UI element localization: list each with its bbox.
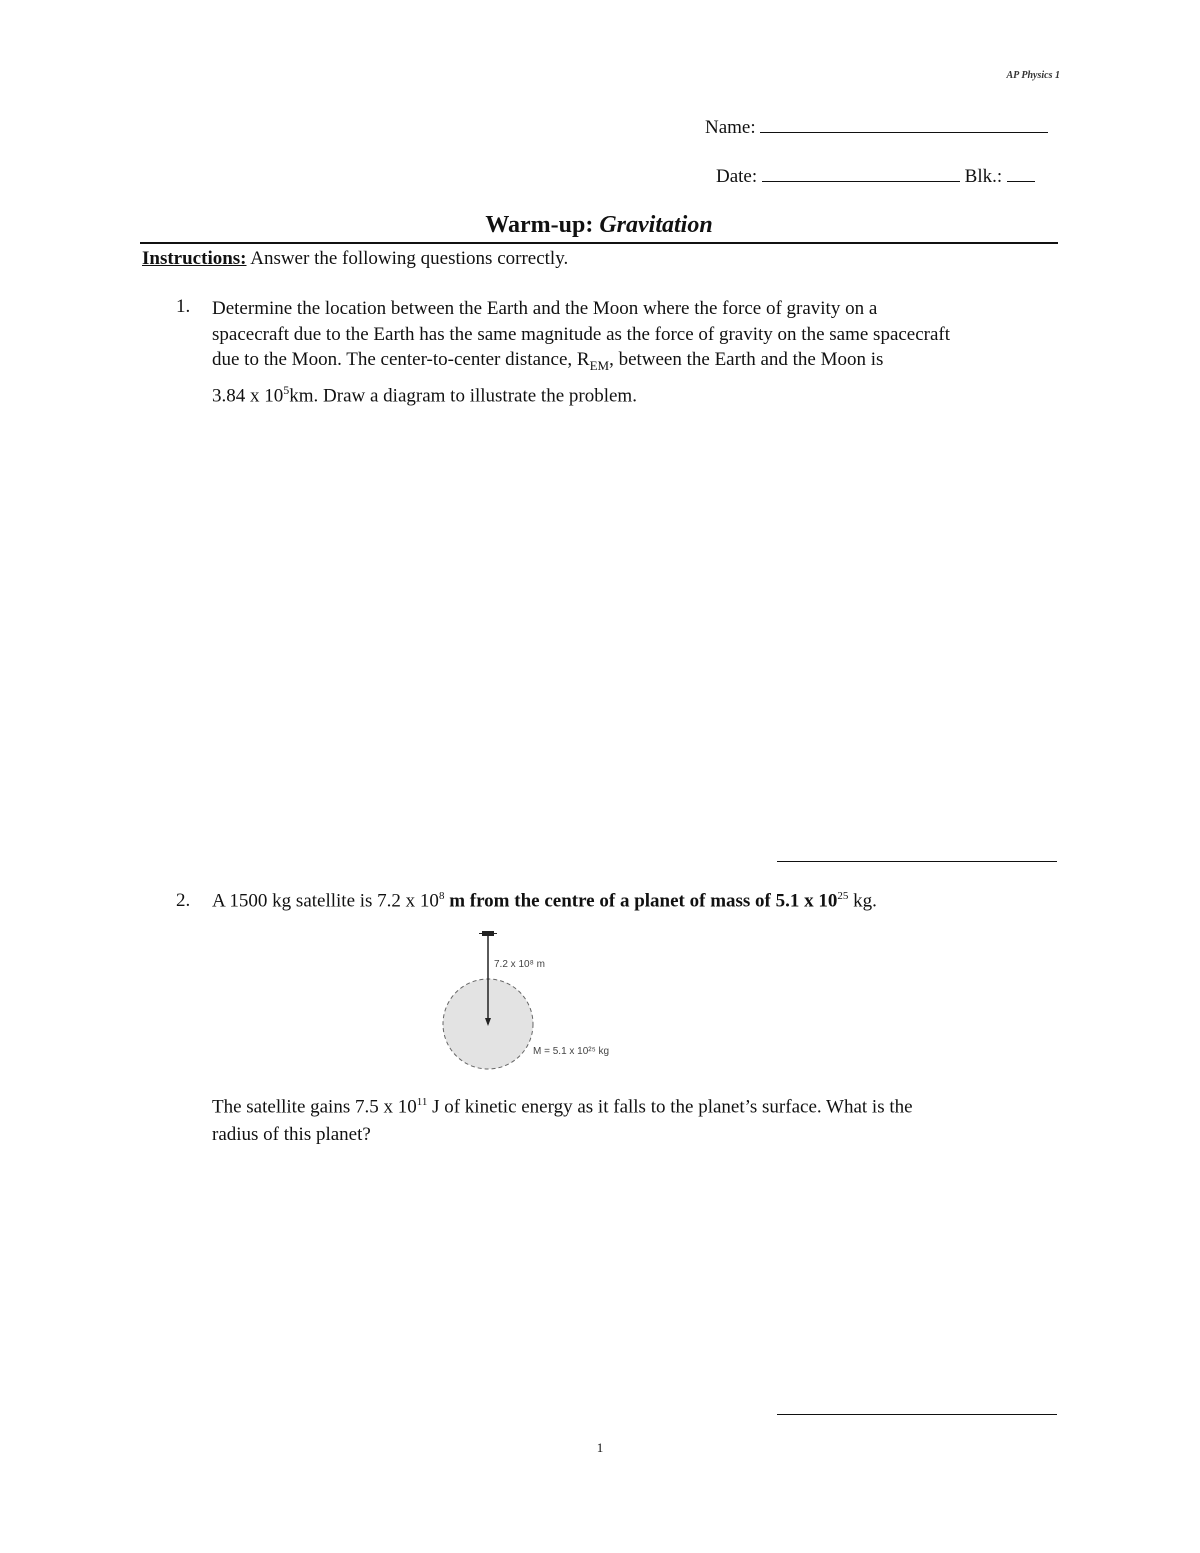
date-label: Date: (716, 166, 758, 187)
blk-label: Blk.: (964, 166, 1003, 187)
question-1-line: due to the Moon. The center-to-center distance, $R_{EM}$, between the Earth and the Moon is (212, 349, 884, 373)
answer-line-1[interactable] (777, 861, 1057, 862)
instructions-label: Instructions: (142, 248, 247, 269)
name-field (705, 114, 1048, 139)
question-2-line: radius of this planet? (212, 1124, 371, 1146)
instructions (142, 248, 568, 270)
question-2-text (212, 1088, 1032, 1149)
date-field (716, 163, 1035, 188)
mass-label: M = 5.1 x 10²⁵ kg (533, 1046, 610, 1057)
question-1-line: Determine the location between the Earth and the Moon where the force of gravity on a (212, 298, 878, 319)
answer-line-2[interactable] (777, 1414, 1057, 1415)
page-title (140, 212, 1058, 239)
title-divider (140, 242, 1058, 244)
question-2-line: The satellite gains 7.5 x $10^{11}$ J of kinetic energy as it falls to the planet’s surface. What is the (212, 1096, 913, 1118)
instructions-text: Answer the following questions correctly. (250, 248, 569, 269)
question-1-number: 1. (176, 296, 191, 317)
page-number: 1 (596, 1440, 604, 1455)
name-blank[interactable] (760, 114, 1048, 133)
question-2-intro: A 1500 kg satellite is 7.2 x $10^8$ m from the centre of a planet of mass of 5.1 x $10^{25}$ kg. (212, 890, 877, 912)
question-1-text (212, 296, 1072, 409)
question-1-line: spacecraft due to the Earth has the same magnitude as the force of gravity on the same spacecraft (212, 323, 951, 345)
title-main: Warm-up: (485, 212, 594, 238)
blk-blank[interactable] (1007, 163, 1035, 182)
distance-label: 7.2 x 10⁸ m (494, 959, 545, 970)
question-1-line: 3.84 x $10^5km$. Draw a diagram to illustrate the problem. (212, 383, 637, 407)
planet-satellite-diagram (436, 922, 636, 1072)
title-subject: Gravitation (599, 212, 713, 238)
name-label: Name: (705, 117, 756, 138)
course-header: AP Physics 1 (1006, 70, 1060, 81)
question-2-number: 2. (176, 890, 191, 911)
date-blank[interactable] (762, 163, 960, 182)
